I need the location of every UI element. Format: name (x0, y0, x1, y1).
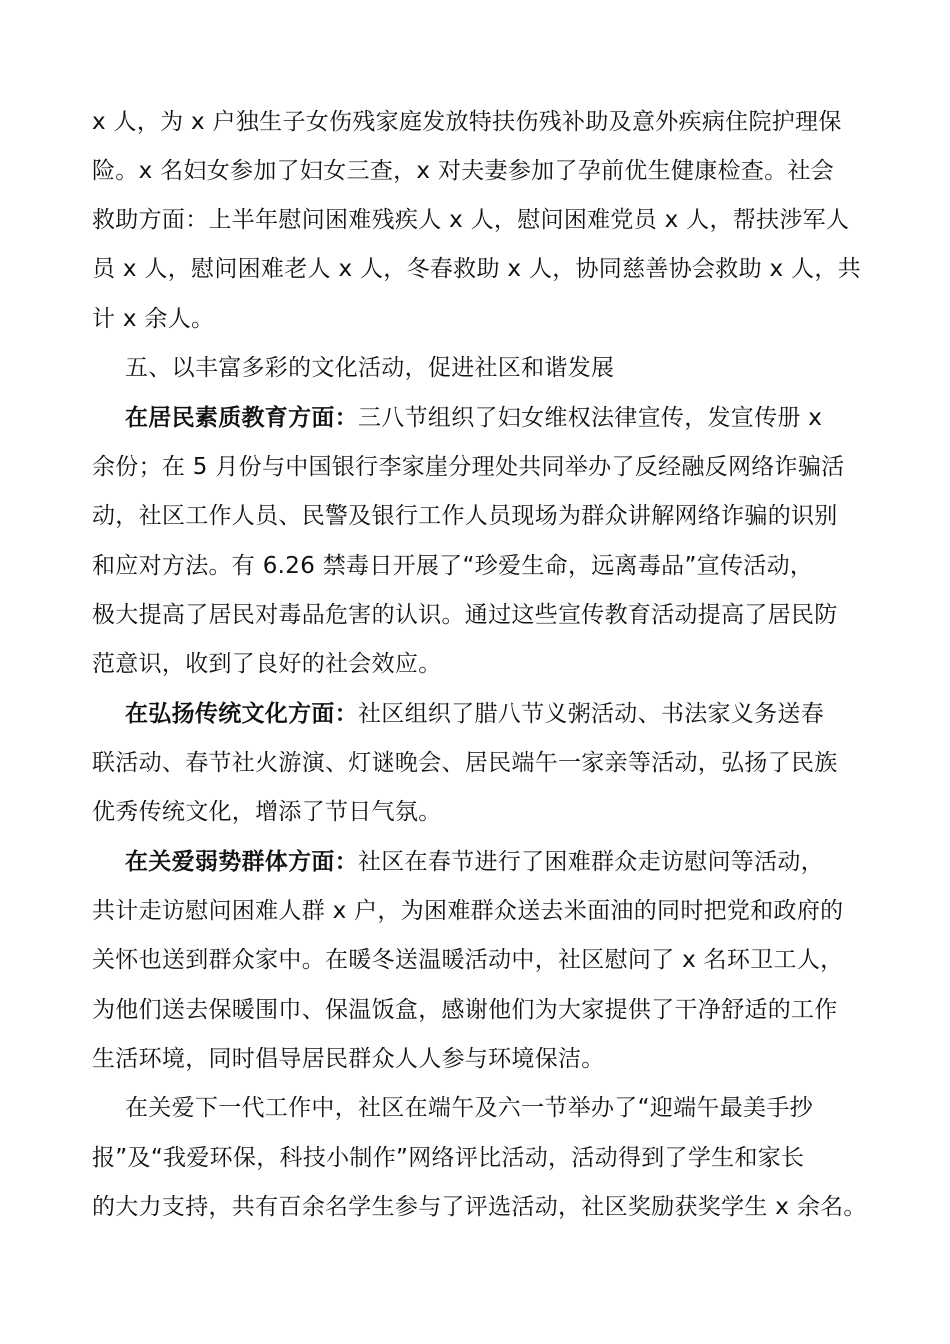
line-text: 范意识，收到了良好的社会效应。 (92, 651, 442, 677)
text-line (0, 155, 950, 187)
line-text: 险。x 名妇女参加了妇女三查，x 对夫妻参加了孕前优生健康检查。社会 (92, 158, 835, 184)
text-line (0, 204, 950, 236)
text-line (0, 1043, 950, 1075)
line-text: 报”及“我爱环保，科技小制作”网络评比活动，活动得到了学生和家长 (92, 1145, 805, 1171)
bold-lead: 在弘扬传统文化方面： (125, 701, 358, 727)
text-line (0, 895, 950, 927)
line-text: 在关爱下一代工作中，社区在端午及六一节举办了“迎端午最美手抄 (125, 1095, 813, 1121)
line-text: 关怀也送到群众家中。在暖冬送温暖活动中，社区慰问了 x 名环卫工人， (92, 947, 844, 973)
line-text: 救助方面：上半年慰问困难残疾人 x 人，慰问困难党员 x 人，帮扶涉军人 (92, 207, 850, 233)
text-line (0, 846, 950, 878)
line-text: 员 x 人，慰问困难老人 x 人，冬春救助 x 人，协同慈善协会救助 x 人，共 (92, 256, 861, 282)
text-line (0, 303, 950, 335)
bold-lead: 在关爱弱势群体方面： (125, 849, 358, 875)
text-line (0, 402, 950, 434)
text-line (0, 698, 950, 730)
section-heading (0, 352, 950, 384)
text-line (0, 451, 950, 483)
text-line (0, 648, 950, 680)
text-line (0, 550, 950, 582)
text-line (0, 747, 950, 779)
line-text: 余份；在 5 月份与中国银行李家崖分理处共同举办了反经融反网络诈骗活 (92, 454, 845, 480)
line-text: 社区组织了腊八节义粥活动、书法家义务送春 (358, 701, 824, 727)
text-line (0, 599, 950, 631)
line-text: 三八节组织了妇女维权法律宣传，发宣传册 x (358, 405, 823, 431)
text-line (0, 500, 950, 532)
text-line (0, 1092, 950, 1124)
line-text: 生活环境，同时倡导居民群众人人参与环境保洁。 (92, 1046, 605, 1072)
line-text: 极大提高了居民对毒品危害的认识。通过这些宣传教育活动提高了居民防 (92, 602, 838, 628)
line-text: 动，社区工作人员、民警及银行工作人员现场为群众讲解网络诈骗的识别 (92, 503, 838, 529)
line-text: 的大力支持，共有百余名学生参与了评选活动，社区奖励获奖学生 x 余名。 (92, 1194, 867, 1220)
text-line (0, 994, 950, 1026)
line-text: 优秀传统文化，增添了节日气氛。 (92, 799, 442, 825)
text-line (0, 1142, 950, 1174)
line-text: 为他们送去保暖围巾、保温饭盒，感谢他们为大家提供了干净舒适的工作 (92, 997, 838, 1023)
line-text: 社区在春节进行了困难群众走访慰问等活动， (358, 849, 824, 875)
text-line (0, 1191, 950, 1223)
text-line (0, 944, 950, 976)
line-text: 联活动、春节社火游演、灯谜晚会、居民端午一家亲等活动，弘扬了民族 (92, 750, 838, 776)
text-line (0, 106, 950, 138)
line-text: 和应对方法。有 6.26 禁毒日开展了“珍爱生命，远离毒品”宣传活动， (92, 553, 814, 579)
line-text: 五、以丰富多彩的文化活动，促进社区和谐发展 (125, 355, 615, 381)
text-line (0, 253, 950, 285)
line-text: x 人，为 x 户独生子女伤残家庭发放特扶伤残补助及意外疾病住院护理保 (92, 109, 842, 135)
line-text: 共计走访慰问困难人群 x 户，为困难群众送去米面油的同时把党和政府的 (92, 898, 844, 924)
text-line (0, 796, 950, 828)
bold-lead: 在居民素质教育方面： (125, 405, 358, 431)
line-text: 计 x 余人。 (92, 306, 215, 332)
